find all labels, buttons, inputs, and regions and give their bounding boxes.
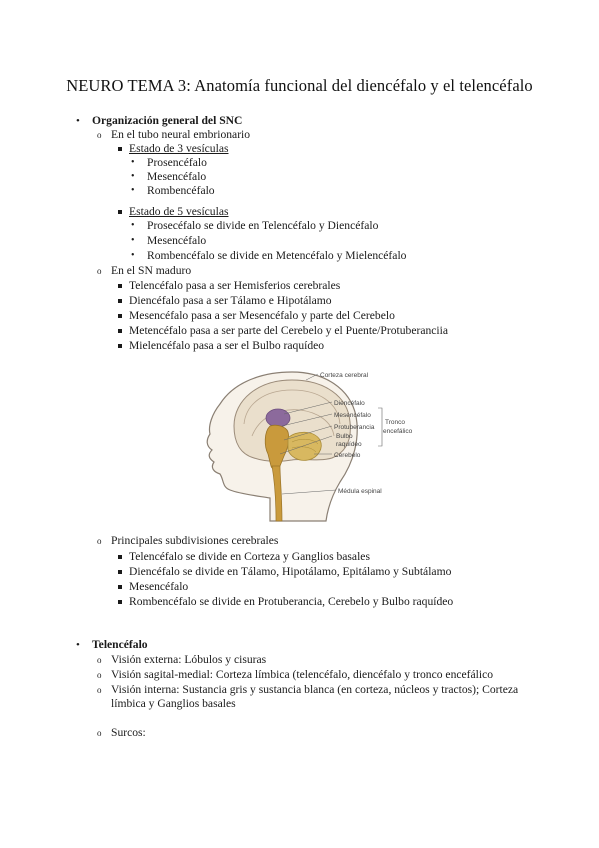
list-item: Prosencéfalo bbox=[147, 156, 207, 169]
circle-bullet-icon: o bbox=[97, 130, 102, 140]
list-item: Telencéfalo pasa a ser Hemisferios cerebrales bbox=[129, 279, 341, 292]
list-item: Rombencéfalo se divide en Protuberancia, Cerebelo y Bulbo raquídeo bbox=[129, 595, 454, 608]
label-mesencefalo: Mesencéfalo bbox=[334, 412, 371, 419]
circle-bullet-icon: o bbox=[97, 266, 102, 276]
square-bullet-icon bbox=[118, 570, 122, 574]
list-item: Mesencéfalo bbox=[147, 234, 207, 247]
square-bullet-icon bbox=[118, 344, 122, 348]
list-item: Visión interna: Sustancia gris y sustancia blanca (en corteza, núcleos y tractos); Corteza límbica y Ganglios basales bbox=[111, 683, 519, 710]
square-bullet-icon bbox=[118, 299, 122, 303]
section-heading-telencefalo: Telencéfalo bbox=[92, 638, 148, 651]
label-medula: Médula espinal bbox=[338, 488, 382, 495]
diencephalon-shape bbox=[266, 409, 290, 427]
label-tronco: Tronco bbox=[385, 419, 405, 426]
circle-bullet-icon: o bbox=[97, 655, 102, 665]
square-bullet-icon bbox=[118, 329, 122, 333]
bullet-icon: • bbox=[131, 157, 135, 168]
brain-diagram bbox=[200, 366, 413, 521]
label-corteza: Corteza cerebral bbox=[320, 372, 369, 379]
list-item-surcos: Surcos: bbox=[111, 726, 146, 739]
label-bulbo: Bulbo bbox=[336, 433, 353, 440]
circle-bullet-icon: o bbox=[97, 670, 102, 680]
list-item: Telencéfalo se divide en Corteza y Ganglios basales bbox=[129, 550, 370, 563]
bullet-icon: • bbox=[131, 185, 135, 196]
bullet-icon: • bbox=[131, 235, 135, 246]
square-bullet-icon bbox=[118, 314, 122, 318]
bullet-icon: • bbox=[131, 220, 135, 231]
list-item-5-vesicles: Estado de 5 vesículas bbox=[129, 205, 229, 218]
list-item: Prosecéfalo se divide en Telencéfalo y Diencéfalo bbox=[147, 219, 379, 232]
list-item: Rombencéfalo bbox=[147, 184, 215, 197]
circle-bullet-icon: o bbox=[97, 685, 102, 695]
list-item: Mesencéfalo bbox=[129, 580, 189, 593]
bullet-icon: • bbox=[76, 115, 80, 127]
circle-bullet-icon: o bbox=[97, 728, 102, 738]
list-item: Visión sagital-medial: Corteza límbica (telencéfalo, diencéfalo y tronco encefálico bbox=[111, 668, 494, 681]
square-bullet-icon bbox=[118, 284, 122, 288]
list-item: Mesencéfalo pasa a ser Mesencéfalo y parte del Cerebelo bbox=[129, 309, 395, 322]
label-diencefalo: Diencéfalo bbox=[334, 400, 365, 407]
list-item-mature: En el SN maduro bbox=[111, 264, 192, 277]
label-cerebelo: Cerebelo bbox=[334, 452, 361, 459]
list-item-subdivisions: Principales subdivisiones cerebrales bbox=[111, 534, 279, 547]
square-bullet-icon bbox=[118, 555, 122, 559]
label-protuberancia: Protuberancia bbox=[334, 424, 375, 431]
list-item-3-vesicles: Estado de 3 vesículas bbox=[129, 142, 229, 155]
bullet-icon: • bbox=[131, 250, 135, 261]
list-item: Mielencéfalo pasa a ser el Bulbo raquídeo bbox=[129, 339, 325, 352]
section-heading-snc: Organización general del SNC bbox=[92, 114, 243, 127]
list-item: Metencéfalo pasa a ser parte del Cerebelo y el Puente/Protuberanciia bbox=[129, 324, 449, 337]
square-bullet-icon bbox=[118, 600, 122, 604]
square-bullet-icon bbox=[118, 147, 122, 151]
list-item: Visión externa: Lóbulos y cisuras bbox=[111, 653, 267, 666]
square-bullet-icon bbox=[118, 585, 122, 589]
label-encefalico: encefálico bbox=[383, 428, 413, 435]
bullet-icon: • bbox=[131, 171, 135, 182]
square-bullet-icon bbox=[118, 210, 122, 214]
list-item-embryo: En el tubo neural embrionario bbox=[111, 128, 251, 141]
circle-bullet-icon: o bbox=[97, 536, 102, 546]
list-item: Diencéfalo pasa a ser Tálamo e Hipotálamo bbox=[129, 294, 332, 307]
cerebellum-shape bbox=[288, 432, 321, 460]
list-item: Rombencéfalo se divide en Metencéfalo y Mielencéfalo bbox=[147, 249, 407, 262]
page-title: NEURO TEMA 3: Anatomía funcional del diencéfalo y el telencéfalo bbox=[66, 76, 533, 95]
label-raquideo: raquídeo bbox=[336, 441, 362, 448]
list-item: Diencéfalo se divide en Tálamo, Hipotálamo, Epitálamo y Subtálamo bbox=[129, 565, 452, 578]
bullet-icon: • bbox=[76, 639, 80, 651]
brainstem-bracket bbox=[378, 408, 382, 446]
list-item: Mesencéfalo bbox=[147, 170, 207, 183]
